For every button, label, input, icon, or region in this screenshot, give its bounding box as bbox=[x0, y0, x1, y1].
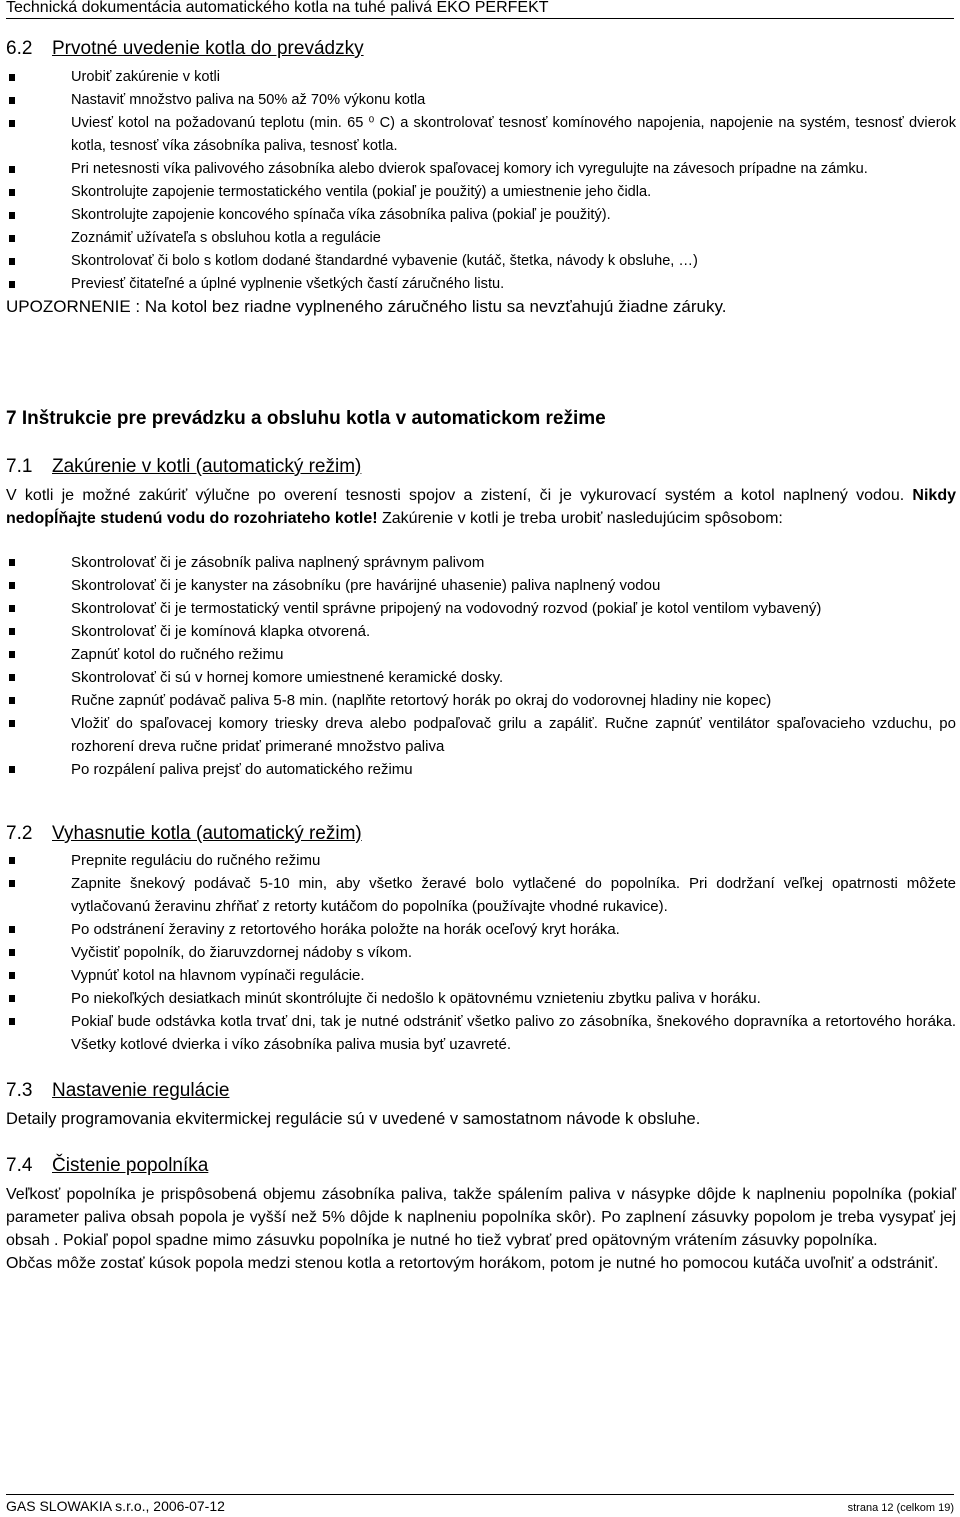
chapter-heading: 7 Inštrukcie pre prevádzku a obsluhu kotla v automatickom režime bbox=[6, 408, 606, 429]
chapter-7 bbox=[6, 408, 956, 430]
list-item: Skontrolovať či bolo s kotlom dodané štandardné vybavenie (kutáč, štetka, návody k obsluhe, …) bbox=[6, 250, 956, 273]
section-number: 6.2 bbox=[6, 38, 33, 59]
footer-company: GAS SLOWAKIA s.r.o., 2006-07-12 bbox=[6, 1498, 225, 1514]
section-7-1 bbox=[6, 456, 956, 781]
list-item: Skontrolovať či sú v hornej komore umiestnené keramické dosky. bbox=[6, 666, 956, 689]
warning-bold: Nikdy nedopĺňajte studenú vodu do rozohriateho kotle! bbox=[6, 487, 956, 527]
list-item: Skontrolovať či je zásobník paliva naplnený správnym palivom bbox=[6, 551, 956, 574]
list-item: Pri netesnosti víka palivového zásobníka alebo dvierok spaľovacej komory ich vyregulujte na závesoch prípadne na zámku. bbox=[6, 158, 956, 181]
list-item: Ručne zapnúť podávač paliva 5-8 min. (naplňte retortový horák po okraj do vodorovnej hladiny nie kopec) bbox=[6, 689, 956, 712]
section-heading bbox=[6, 823, 956, 845]
startup-steps bbox=[6, 551, 956, 781]
list-item: Zapnúť kotol do ručného režimu bbox=[6, 643, 956, 666]
list-item: Vložiť do spaľovacej komory triesky dreva alebo podpaľovač grilu a zapáliť. Ručne zapnúť ventilátor spaľovacieho vzduchu, po rozhorení dreva ručne pridať primerané množstvo paliva bbox=[6, 712, 956, 758]
intro-paragraph bbox=[6, 484, 956, 530]
footer-page-number: strana 12 (celkom 19) bbox=[847, 1502, 954, 1514]
section-title: Prvotné uvedenie kotla do prevádzky bbox=[52, 38, 364, 59]
list-item: Zapnite šnekový podávač 5-10 min, aby všetko žeravé bolo vytlačené do popolníka. Pri dodržaní veľkej opatrnosti môžete vytlačovanú žeravinu zhŕňať z retorty kutáčom do popolníka (používajte vhodné rukavice). bbox=[6, 872, 956, 918]
list-item: Uviesť kotol na požadovanú teplotu (min. 65 ⁰ C) a skontrolovať tesnosť komínového napojenia, napojenie na systém, tesnosť dvierok kotla, tesnosť víka zásobníka paliva, tesnosť kotla. bbox=[6, 112, 956, 158]
warning-note: UPOZORNENIE : Na kotol bez riadne vyplneného záručného listu sa nevzťahujú žiadne záruky. bbox=[6, 297, 727, 316]
section-number: 7.4 bbox=[6, 1155, 33, 1176]
section-number: 7.2 bbox=[6, 823, 33, 844]
list-item: Skontrolujte zapojenie termostatického ventila (pokiaľ je použitý) a umiestnenie jeho čidla. bbox=[6, 181, 956, 204]
list-item: Skontrolovať či je komínová klapka otvorená. bbox=[6, 620, 956, 643]
shutdown-steps bbox=[6, 849, 956, 1056]
list-item: Po rozpálení paliva prejsť do automatického režimu bbox=[6, 758, 956, 781]
section-6-2 bbox=[6, 38, 956, 318]
list-item: Zoznámiť užívateľa s obsluhou kotla a regulácie bbox=[6, 227, 956, 250]
section-heading bbox=[6, 38, 956, 60]
section-7-2 bbox=[6, 823, 956, 1056]
regulation-text: Detaily programovania ekvitermickej regulácie sú v uvedené v samostatnom návode k obsluhe. bbox=[6, 1110, 701, 1128]
list-item: Urobiť zakúrenie v kotli bbox=[6, 66, 956, 89]
list-item: Po niekoľkých desiatkach minút skontrólujte či nedošlo k opätovnému vznieteniu zbytku paliva v horáku. bbox=[6, 987, 956, 1010]
section-heading bbox=[6, 456, 956, 478]
list-item: Nastaviť množstvo paliva na 50% až 70% výkonu kotla bbox=[6, 89, 956, 112]
section-7-3 bbox=[6, 1080, 956, 1131]
list-item: Skontrolujte zapojenie koncového spínača víka zásobníka paliva (pokiaľ je použitý). bbox=[6, 204, 956, 227]
list-item: Prepnite reguláciu do ručného režimu bbox=[6, 849, 956, 872]
checklist bbox=[6, 66, 956, 296]
section-title: Čistenie popolníka bbox=[52, 1155, 209, 1176]
section-title: Nastavenie regulácie bbox=[52, 1080, 230, 1101]
list-item: Previesť čitateľné a úplné vyplnenie všetkých častí záručného listu. bbox=[6, 273, 956, 296]
section-heading bbox=[6, 1155, 956, 1177]
section-title: Zakúrenie v kotli (automatický režim) bbox=[52, 456, 362, 477]
page-footer bbox=[6, 1494, 954, 1514]
intro-text: V kotli je možné zakúriť výlučne po overení tesnosti spojov a zistení, či je vykurovací systém a kotol naplnený vodou. bbox=[6, 487, 913, 504]
intro-text-2: Zakúrenie v kotli je treba urobiť nasledujúcim spôsobom: bbox=[377, 510, 783, 527]
section-number: 7.3 bbox=[6, 1080, 33, 1101]
section-heading bbox=[6, 1080, 956, 1102]
section-number: 7.1 bbox=[6, 456, 33, 477]
ashpan-paragraph-2: Občas môže zostať kúsok popola medzi stenou kotla a retortovým horákom, potom je nutné ho pomocou kutáča uvoľniť a odstrániť. bbox=[6, 1255, 939, 1272]
ashpan-paragraph-1: Veľkosť popolníka je prispôsobená objemu zásobníka paliva, takže spálením paliva v násypke dôjde k naplneniu popolníka (pokiaľ parameter paliva obsah popola je vyšší než 5% dôjde k naplneniu popolníka skôr). Po zaplnení zásuvky popolom je treba vysypať jej obsah . Pokiaľ popol spadne mimo zásuvku popolníka je nutné ho tiež vybrať pred opätovným vrátením zásuvky popolníka. bbox=[6, 1186, 956, 1249]
list-item: Vyčistiť popolník, do žiaruvzdornej nádoby s víkom. bbox=[6, 941, 956, 964]
page-header: Technická dokumentácia automatického kotla na tuhé palivá EKO PERFEKT bbox=[6, 0, 954, 19]
list-item: Skontrolovať či je termostatický ventil správne pripojený na vodovodný rozvod (pokiaľ je kotol ventilom vybavený) bbox=[6, 597, 956, 620]
list-item: Skontrolovať či je kanyster na zásobníku (pre havárijné uhasenie) paliva naplnený vodou bbox=[6, 574, 956, 597]
section-title: Vyhasnutie kotla (automatický režim) bbox=[52, 823, 362, 844]
list-item: Pokiaľ bude odstávka kotla trvať dni, tak je nutné odstrániť všetko palivo zo zásobníka, šnekového dopravníka a retortového horáka. Všetky kotlové dvierka i víko zásobníka paliva musia byť uzavreté. bbox=[6, 1010, 956, 1056]
section-7-4 bbox=[6, 1155, 956, 1275]
list-item: Vypnúť kotol na hlavnom vypínači regulácie. bbox=[6, 964, 956, 987]
list-item: Po odstránení žeraviny z retortového horáka položte na horák oceľový kryt horáka. bbox=[6, 918, 956, 941]
